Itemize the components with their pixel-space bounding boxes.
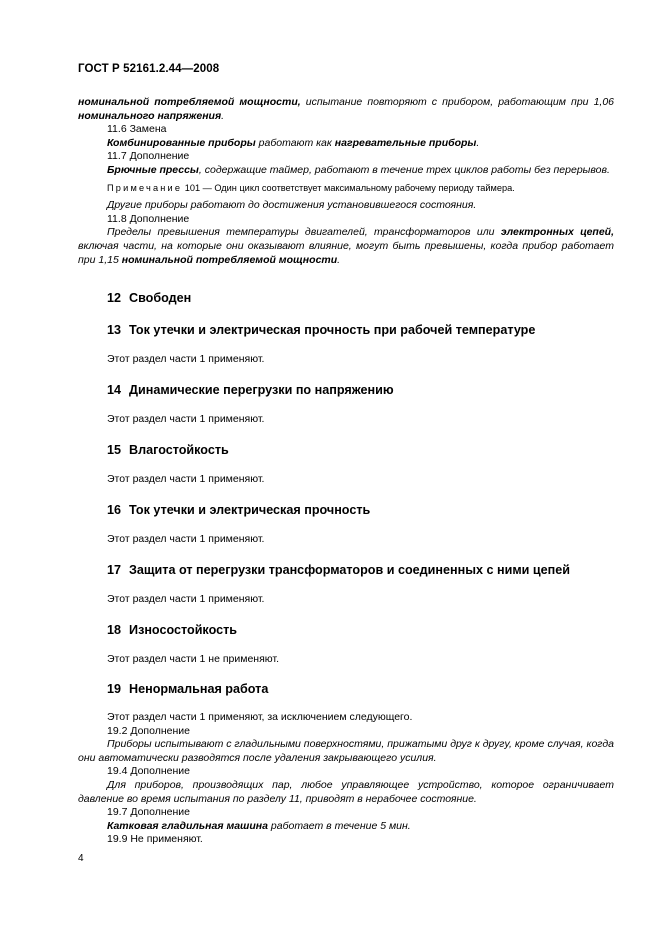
section-16-heading: 16 Ток утечки и электрическая прочность bbox=[107, 503, 371, 517]
section-19-heading: 19 Ненормальная работа bbox=[107, 682, 269, 696]
paragraph-11-6: Комбинированные приборы работают как нагревательные приборы. bbox=[107, 136, 480, 149]
clause-19-7-heading: 19.7 Дополнение bbox=[107, 806, 190, 819]
section-15-heading: 15 Влагостойкость bbox=[107, 443, 229, 457]
clause-19-9: 19.9 Не применяют. bbox=[107, 833, 203, 846]
section-17-body: Этот раздел части 1 применяют. bbox=[107, 593, 265, 605]
section-14-heading: 14 Динамические перегрузки по напряжению bbox=[107, 383, 394, 397]
paragraph-11-5-tail: номинальной потребляемой мощности, испытание повторяют с прибором, работающим при 1,06 номинального напряжения. bbox=[78, 96, 615, 122]
clause-11-7-heading: 11.7 Дополнение bbox=[107, 150, 190, 163]
section-18-body: Этот раздел части 1 не применяют. bbox=[107, 653, 279, 665]
section-14-body: Этот раздел части 1 применяют. bbox=[107, 413, 265, 425]
paragraph-19-2: Приборы испытывают с гладильными поверхностями, прижатыми друг к другу, кроме случая, когда они автоматически разводятся после удаления закрывающего усилия. bbox=[78, 738, 614, 764]
clause-11-6-heading: 11.6 Замена bbox=[107, 123, 167, 136]
paragraph-other-appliances: Другие приборы работают до достижения установившегося состояния. bbox=[107, 199, 477, 212]
section-18-heading: 18 Износостойкость bbox=[107, 623, 238, 637]
section-13-heading: 13 Ток утечки и электрическая прочность при рабочей температуре bbox=[107, 323, 536, 337]
document-header: ГОСТ Р 52161.2.44—2008 bbox=[78, 63, 220, 75]
paragraph-19-4: Для приборов, производящих пар, любое управляющее устройство, которое ограничивает давление во время испытания по разделу 11, приводят в нерабочее состояние. bbox=[78, 778, 614, 805]
clause-19-2-heading: 19.2 Дополнение bbox=[107, 724, 190, 737]
paragraph-11-8: Пределы превышения температуры двигателей, трансформаторов или электронных цепей, включая части, на которые они оказывают влияние, могут быть превышены, когда прибор работает при 1,15 номинальной потребляемой мощности. bbox=[78, 226, 614, 266]
section-15-body: Этот раздел части 1 применяют. bbox=[107, 473, 265, 485]
paragraph-11-7: Брючные прессы, содержащие таймер, работают в течение трех циклов работы без перерывов. bbox=[107, 163, 610, 176]
clause-11-continuation bbox=[78, 96, 614, 267]
paragraph-19-7: Катковая гладильная машина работает в течение 5 мин. bbox=[107, 819, 411, 832]
term-rated-power: номинальной потребляемой мощности, bbox=[78, 96, 301, 108]
section-13-body: Этот раздел части 1 применяют. bbox=[107, 353, 265, 365]
section-19-body: Этот раздел части 1 применяют, за исключением следующего. bbox=[107, 711, 413, 723]
clause-19-4-heading: 19.4 Дополнение bbox=[107, 765, 190, 778]
clause-11-8-heading: 11.8 Дополнение bbox=[107, 212, 190, 225]
term-rated-voltage: номинального напряжения bbox=[78, 109, 222, 122]
section-19-content bbox=[78, 711, 614, 847]
section-17-heading: 17 Защита от перегрузки трансформаторов и соединенных с ними цепей bbox=[107, 563, 571, 577]
section-12-heading: 12 Свободен bbox=[107, 291, 192, 305]
page-number: 4 bbox=[78, 853, 84, 864]
note-101: Примечание 101 — Один цикл соответствует максимальному рабочему периоду таймера. bbox=[107, 182, 515, 193]
section-16-body: Этот раздел части 1 применяют. bbox=[107, 533, 265, 545]
